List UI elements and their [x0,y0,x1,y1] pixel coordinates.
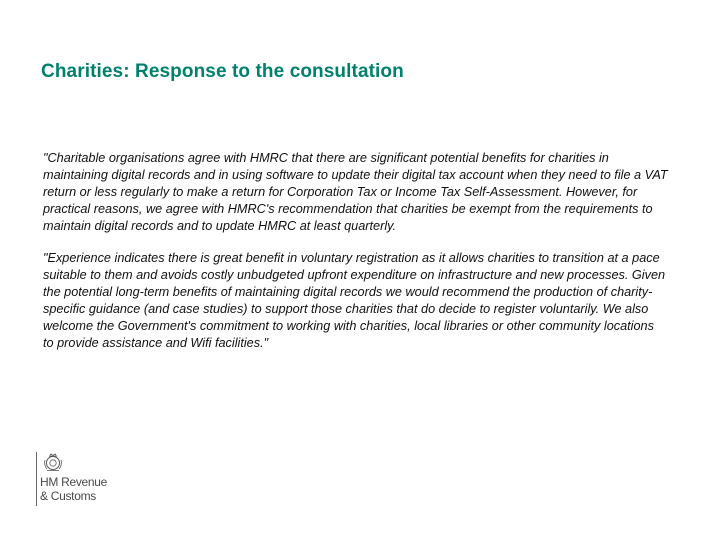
consultation-quote-1: "Charitable organisations agree with HMRC that there are significant potential benefits for charities in maintaining digital records and in using software to update their digital tax account when they need to file a VAT return or less regularly to make a return for Corporation Tax or Income Tax Self-Assessment. However, for practical reasons, we agree with HMRC's recommendation that charities be exempt from the requirements to maintain digital records and to update HMRC at least quarterly. [43,151,668,233]
consultation-quote-2: "Experience indicates there is great benefit in voluntary registration as it allows charities to transition at a pace suitable to them and avoids costly unbudgeted upfront expenditure on infrastructure and new processes. Given the potential long-term benefits of maintaining digital records we would recommend the production of charity-specific guidance (and case studies) to support those charities that do decide to register voluntarily. We also welcome the Government's commitment to working with charities, local libraries or other community locations to provide assistance and Wifi facilities." [43,251,666,350]
slide-title: Charities: Response to the consultation [41,61,404,82]
logo-divider [36,452,37,506]
logo-text-line-1: HM Revenue [40,475,108,489]
royal-crest-icon [42,452,64,472]
logo-text-line-2: & Customs [40,489,96,503]
hmrc-logo [36,452,107,506]
